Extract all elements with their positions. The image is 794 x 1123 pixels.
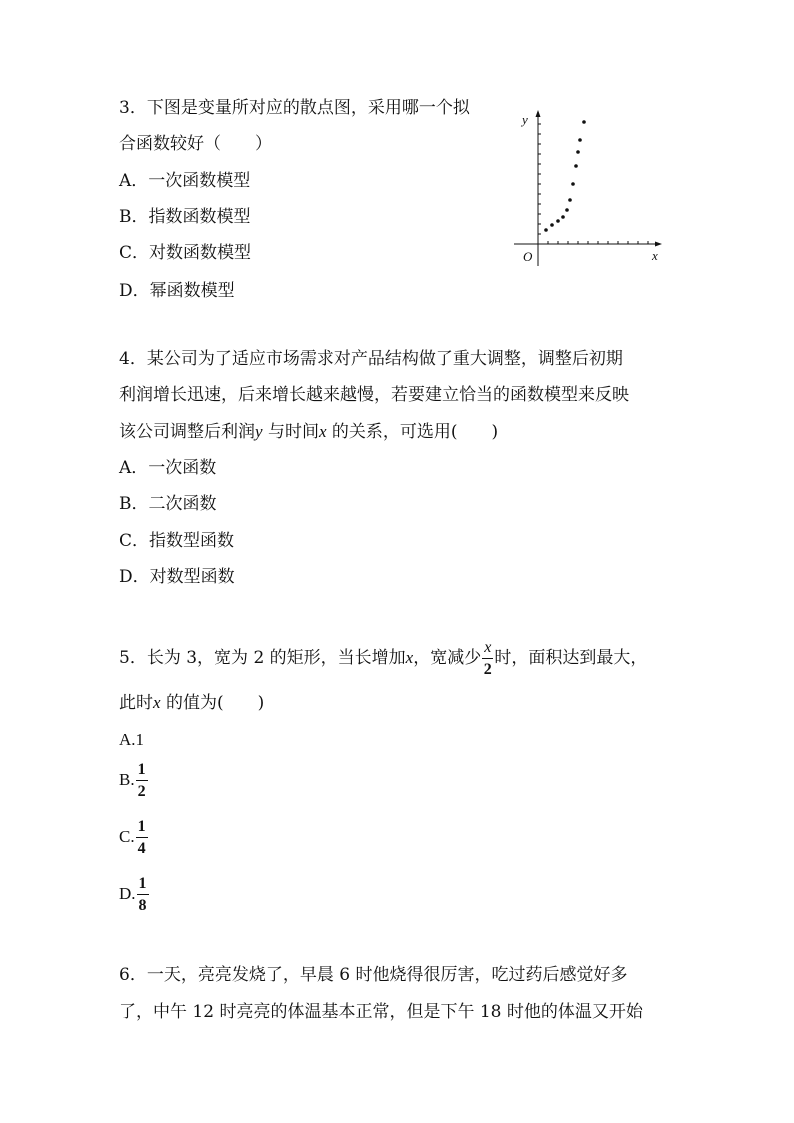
q5-stem-text-d: 此时 (119, 693, 153, 713)
fraction-denominator: 4 (137, 840, 146, 857)
q3-scatter-graph (510, 108, 670, 278)
scatter-point (571, 182, 575, 186)
q4-option-a: A．一次函数 (119, 458, 217, 478)
q5-option-b (119, 762, 149, 800)
q5-stem-text-e: 的值为( ) (165, 693, 265, 713)
option-fraction (136, 819, 148, 857)
q4-stem-line3 (119, 421, 498, 443)
q5-option-d (119, 876, 150, 914)
q5-stem-text-c: 时，面积达到最大， (494, 648, 648, 668)
q3-option-b: B．指数函数模型 (119, 207, 251, 227)
option-fraction (136, 762, 148, 800)
q5-option-c (119, 819, 149, 857)
x-axis-arrow (655, 242, 662, 247)
fraction-numerator: 1 (136, 762, 148, 781)
q5-stem-line1 (119, 634, 647, 682)
q3-option-a: A．一次函数模型 (119, 171, 251, 191)
q4-option-c: C．指数型函数 (119, 531, 235, 551)
q5-stem-text-b: ，宽减少 (413, 648, 482, 668)
q6-stem-line1: 6．一天，亮亮发烧了，早晨 6 时他烧得很厉害，吃过药后感觉好多 (119, 965, 628, 985)
fraction-denominator: 8 (138, 897, 147, 914)
scatter-point (576, 150, 580, 154)
option-fraction (137, 876, 149, 914)
option-label: C. (119, 826, 135, 846)
scatter-point (556, 219, 560, 223)
q3-option-d: D．幂函数模型 (119, 281, 235, 301)
q5-stem-line2 (119, 692, 264, 714)
q3-option-c: C．对数函数模型 (119, 243, 252, 263)
q3-stem-line1: 3．下图是变量所对应的散点图，采用哪一个拟 (119, 98, 470, 118)
fraction-numerator: x (482, 640, 493, 659)
var-x: x (318, 422, 327, 441)
option-label: B. (119, 769, 135, 789)
fraction-x-over-2 (482, 640, 493, 678)
q6-stem-line2: 了，中午 12 时亮亮的体温基本正常，但是下午 18 时他的体温又开始 (119, 1002, 643, 1022)
scatter-points (544, 120, 586, 232)
q4-stem-line2: 利润增长迅速，后来增长越来越慢，若要建立恰当的函数模型来反映 (119, 385, 629, 405)
fraction-numerator: 1 (137, 876, 149, 895)
fraction-numerator: 1 (136, 819, 148, 838)
scatter-point (568, 198, 572, 202)
var-x: x (153, 693, 161, 712)
q5-option-a: A.1 (119, 730, 145, 749)
fraction-denominator: 2 (137, 783, 146, 800)
origin-label: O (523, 249, 533, 264)
q4-stem-line1: 4．某公司为了适应市场需求对产品结构做了重大调整，调整后初期 (119, 349, 623, 369)
scatter-point (550, 223, 554, 227)
y-axis-label: y (522, 112, 528, 127)
q4-option-d: D．对数型函数 (119, 567, 235, 587)
scatter-point (574, 164, 578, 168)
option-label: D. (119, 883, 136, 903)
q4-option-b: B．二次函数 (119, 494, 217, 514)
q4-stem-text-c: 的关系，可选用( ) (331, 422, 499, 442)
q4-stem-text-b: 与时间 (267, 422, 319, 442)
scatter-point (544, 228, 548, 232)
scatter-point (578, 138, 582, 142)
scatter-point (561, 215, 565, 219)
var-x: x (405, 648, 414, 667)
fraction-denominator: 2 (483, 660, 492, 678)
q5-stem-text-a: 5．长为 3，宽为 2 的矩形，当长增加 (119, 648, 406, 668)
q3-stem-line2: 合函数较好（ ） (119, 134, 272, 154)
q4-stem-text-a: 该公司调整后利润 (119, 422, 255, 442)
scatter-point (565, 208, 569, 212)
y-axis-arrow (536, 110, 541, 117)
var-y: y (255, 422, 263, 441)
scatter-point (582, 120, 586, 124)
x-axis-label: x (652, 248, 658, 263)
